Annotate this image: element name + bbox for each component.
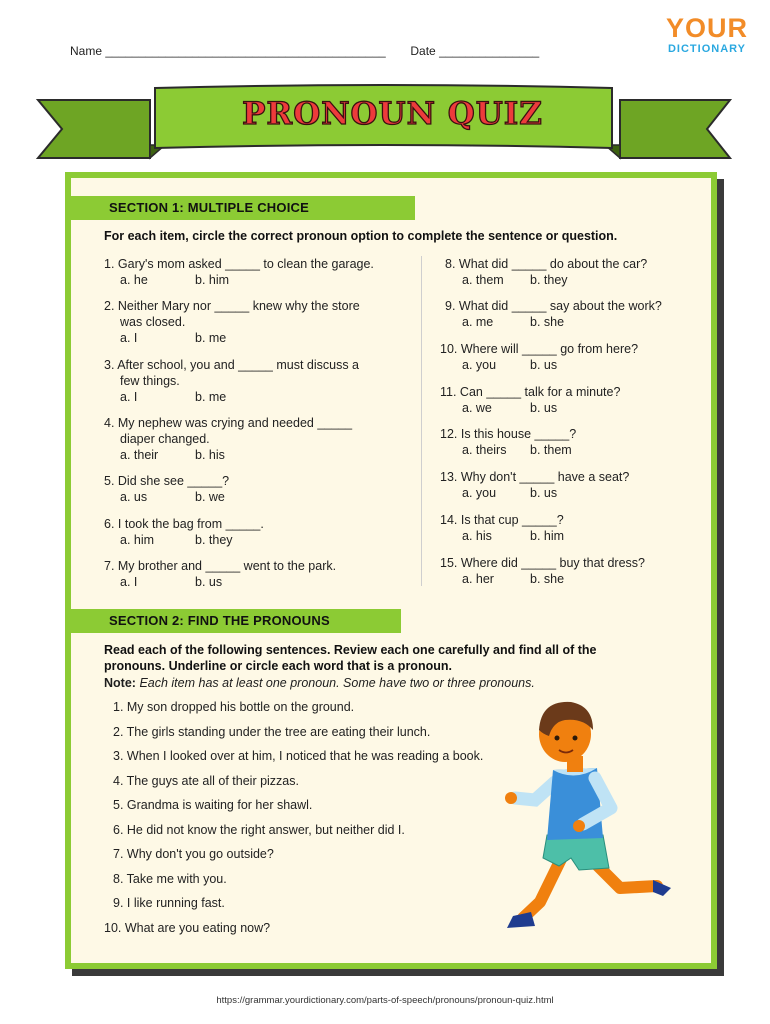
question-4: [104, 415, 424, 463]
option-b[interactable]: b. them: [530, 443, 572, 457]
option-a[interactable]: a. them: [462, 273, 504, 287]
question-text: 14. Is that cup _____?: [440, 513, 564, 527]
question-text-cont: diaper changed.: [120, 432, 210, 446]
option-a[interactable]: a. I: [120, 331, 138, 345]
option-b[interactable]: b. him: [530, 529, 565, 543]
option-b[interactable]: b. us: [530, 401, 558, 415]
question-text: 4. My nephew was crying and needed _____: [104, 416, 353, 430]
sentence-6: 6. He did not know the right answer, but neither did I.: [113, 823, 405, 837]
date-blank[interactable]: _______________: [439, 44, 540, 58]
instructions-line-1: Read each of the following sentences. Review each one carefully and find all of the: [104, 643, 597, 657]
question-7: [104, 558, 424, 590]
option-a[interactable]: a. I: [120, 390, 138, 404]
question-text: 9. What did _____ say about the work?: [445, 299, 662, 313]
option-b[interactable]: b. us: [530, 358, 558, 372]
note-text: Each item has at least one pronoun. Some have two or three pronouns.: [139, 676, 535, 690]
option-b[interactable]: b. us: [195, 575, 223, 589]
sentence-4: 4. The guys ate all of their pizzas.: [113, 774, 299, 788]
option-a[interactable]: a. he: [120, 273, 148, 287]
logo-your-text: YOUR: [665, 13, 748, 43]
option-b[interactable]: b. me: [195, 331, 227, 345]
sentence-10: 10. What are you eating now?: [104, 921, 271, 935]
sentence-1: 1. My son dropped his bottle on the ground.: [113, 700, 355, 714]
source-url[interactable]: https://grammar.yourdictionary.com/parts-of-speech/pronouns/pronoun-quiz.html: [216, 995, 554, 1006]
question-13: [440, 469, 700, 501]
sentence-8: 8. Take me with you.: [113, 872, 227, 886]
option-b[interactable]: b. she: [530, 572, 565, 586]
option-b[interactable]: b. him: [195, 273, 230, 287]
option-a[interactable]: a. I: [120, 575, 138, 589]
option-a[interactable]: a. him: [120, 533, 155, 547]
sentence-3: 3. When I looked over at him, I noticed that he was reading a book.: [113, 749, 484, 763]
question-text: 11. Can _____ talk for a minute?: [440, 385, 621, 399]
question-1: [104, 256, 424, 288]
section1-instructions: For each item, circle the correct pronoun option to complete the sentence or question.: [104, 229, 618, 243]
sentence-5: 5. Grandma is waiting for her shawl.: [113, 798, 313, 812]
option-b[interactable]: b. me: [195, 390, 227, 404]
option-b[interactable]: b. they: [530, 273, 568, 287]
option-b[interactable]: b. they: [195, 533, 233, 547]
question-text: 7. My brother and _____ went to the park.: [104, 559, 337, 573]
question-11: [440, 384, 700, 416]
option-a[interactable]: a. his: [462, 529, 492, 543]
option-a[interactable]: a. theirs: [462, 443, 507, 457]
logo-dictionary-text: DICTIONARY: [667, 43, 747, 55]
option-a[interactable]: a. us: [120, 490, 148, 504]
section2-heading: SECTION 2: FIND THE PRONOUNS: [71, 609, 401, 633]
question-text: 13. Why don't _____ have a seat?: [440, 470, 630, 484]
sentence-2: 2. The girls standing under the tree are eating their lunch.: [113, 725, 431, 739]
date-label: Date: [410, 44, 436, 58]
option-a[interactable]: a. we: [462, 401, 492, 415]
section2-note: [104, 676, 535, 690]
option-b[interactable]: b. we: [195, 490, 225, 504]
option-b[interactable]: b. his: [195, 448, 225, 462]
question-8: [445, 256, 700, 288]
question-text: 12. Is this house _____?: [440, 427, 577, 441]
column-divider: [421, 256, 422, 586]
note-label: Note:: [104, 676, 136, 690]
question-text-cont: was closed.: [120, 315, 186, 329]
question-text: 1. Gary's mom asked _____ to clean the garage.: [104, 257, 374, 271]
option-a[interactable]: a. me: [462, 315, 494, 329]
option-b[interactable]: b. us: [530, 486, 558, 500]
question-5: [104, 473, 424, 505]
title-banner: [0, 0, 770, 170]
page-title: PRONOUN QUIZ: [242, 96, 543, 132]
question-10: [440, 341, 700, 373]
option-a[interactable]: a. you: [462, 358, 497, 372]
question-text: 10. Where will _____ go from here?: [440, 342, 639, 356]
running-boy-illustration: [495, 690, 680, 950]
option-b[interactable]: b. she: [530, 315, 565, 329]
section1-heading: SECTION 1: MULTIPLE CHOICE: [71, 196, 415, 220]
question-12: [440, 426, 700, 458]
sentence-7: 7. Why don't you go outside?: [113, 847, 274, 861]
question-text: 6. I took the bag from _____.: [104, 517, 264, 531]
option-a[interactable]: a. their: [120, 448, 159, 462]
instructions-line-2: pronouns. Underline or circle each word that is a pronoun.: [104, 659, 452, 673]
question-6: [104, 516, 424, 548]
question-15: [440, 555, 700, 587]
question-14: [440, 512, 700, 544]
question-2: [104, 298, 424, 346]
question-text: 8. What did _____ do about the car?: [445, 257, 648, 271]
question-text-cont: few things.: [120, 374, 180, 388]
name-label: Name: [70, 44, 103, 58]
sentence-9: 9. I like running fast.: [113, 896, 225, 910]
question-text: 5. Did she see _____?: [104, 474, 230, 488]
section2-instructions: [104, 642, 704, 674]
option-a[interactable]: a. her: [462, 572, 494, 586]
question-9: [445, 298, 700, 330]
name-blank[interactable]: __________________________________________: [105, 44, 386, 58]
question-text: 15. Where did _____ buy that dress?: [440, 556, 645, 570]
question-text: 3. After school, you and _____ must discuss a: [104, 358, 360, 372]
option-a[interactable]: a. you: [462, 486, 497, 500]
question-text: 2. Neither Mary nor _____ knew why the store: [104, 299, 360, 313]
question-3: [104, 357, 424, 405]
